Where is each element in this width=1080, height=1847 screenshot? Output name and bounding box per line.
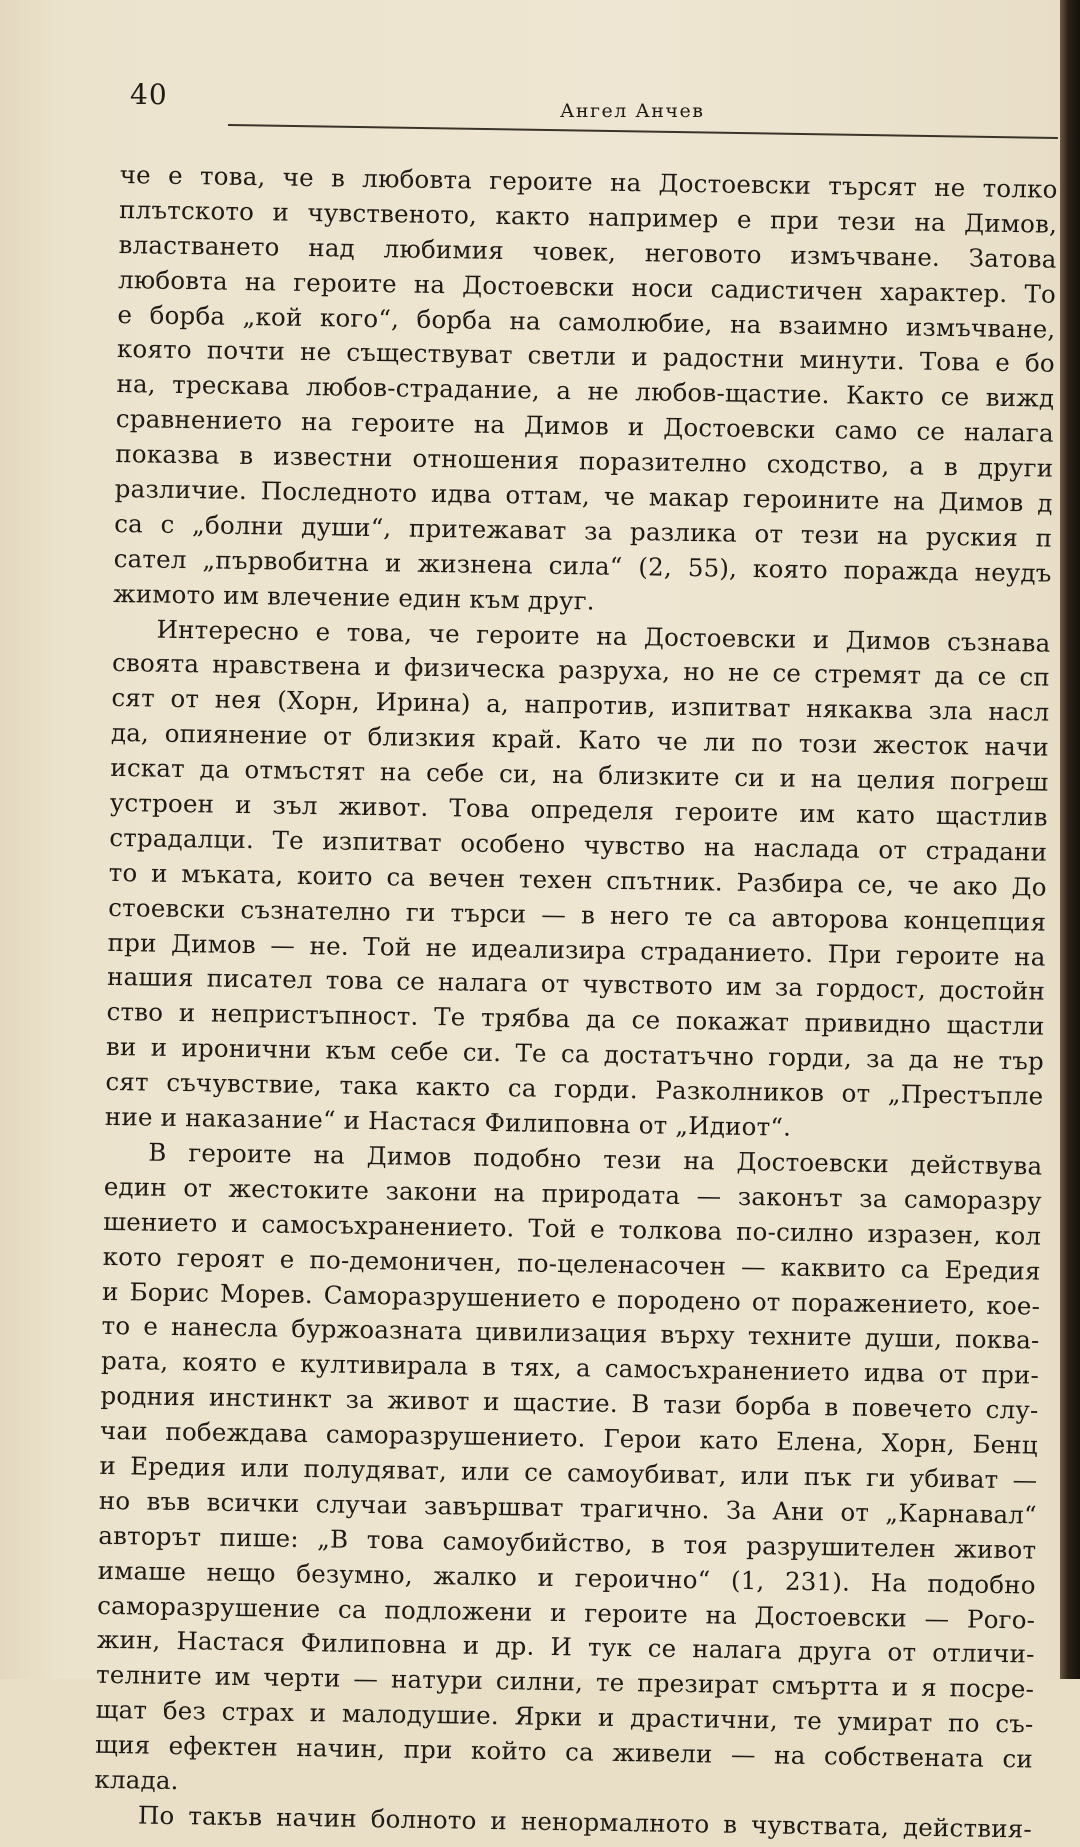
text-line: на, трескава любов-страдание, а не любов-щастие. Както се вижд — [116, 369, 1055, 414]
text-line: Интересно е това, че героите на Достоевски и Димов съзнава — [156, 614, 1051, 658]
text-line: имаше нещо безумно, жалко и героично“ (1, 231). На подобно — [97, 1555, 1036, 1600]
text-line: ние и наказание“ и Настася Филиповна от „Идиот“. — [104, 1101, 792, 1142]
body-text — [94, 158, 1058, 1847]
text-line: любовта на героите на Достоевски носи садистичен характер. То — [117, 264, 1057, 309]
text-line: нашия писател това се налага от чувството им за гордост, достойн — [106, 962, 1046, 1007]
text-line: клада. — [94, 1764, 179, 1796]
text-line: един от жестоките закони на природата — законът за саморазру — [103, 1171, 1042, 1216]
text-line: ви и иронични към себе си. Те са достатъчно горди, за да не тър — [105, 1032, 1045, 1076]
text-line: да, опиянение от близкия край. Като че ли по този жесток начи — [110, 718, 1050, 762]
text-line: че е това, че в любовта героите на Достоевски търсят не толко — [119, 159, 1058, 204]
text-line: която почти не съществуват светли и радостни минути. Това е бо — [116, 334, 1056, 379]
text-line: при Димов — не. Той не идеализира страданието. При героите на — [107, 927, 1046, 972]
text-line: сят съчувствие, така както са горди. Разколников от „Престъпле — [105, 1067, 1044, 1111]
text-line: В героите на Димов подобно тези на Достоевски действува — [148, 1137, 1043, 1181]
page-number: 40 — [130, 78, 168, 111]
text-line: По такъв начин болното и ненормалното в чувствата, действия- — [137, 1800, 1033, 1844]
text-line: сател „първобитна и жизнена сила“ (2, 55), която поражда неудъ — [113, 543, 1052, 588]
text-line: то и мъката, които са вечен техен спътник. Разбира се, че ако До — [108, 857, 1047, 902]
text-line: щия ефектен начин, при който са живели — на собствената си — [94, 1729, 1034, 1774]
running-head: Ангел Анчев — [560, 100, 705, 122]
text-line: искат да отмъстят на себе си, на близките си и на целия погреш — [110, 753, 1049, 797]
text-line: жин, Настася Филиповна и др. И тук се налага друга от отличи- — [96, 1625, 1035, 1669]
page-binding-edge — [1060, 0, 1080, 1679]
text-line: показва в известни отношения поразително сходство, а в други — [115, 439, 1054, 483]
text-line: чаи побеждава саморазрушението. Герои като Елена, Хорн, Бенц — [99, 1415, 1039, 1460]
text-line: кото героят е по-демоничен, по-целенасочен — каквито са Ередия — [102, 1241, 1041, 1286]
text-line: щат без страх и малодушие. Ярки и драстични, те умират по съ- — [95, 1694, 1034, 1739]
text-line: авторът пише: „В това самоубийство, в тоя разрушителен живот — [98, 1520, 1037, 1565]
text-line: но във всички случаи завършват трагично. За Ани от „Карнавал“ — [98, 1485, 1038, 1530]
text-line: ство и непристъпност. Те трябва да се покажат привидно щастли — [106, 997, 1045, 1042]
text-line: са с „болни души“, притежават за разлика от тези на руския п — [114, 508, 1053, 553]
text-line: то е нанесла буржоазната цивилизация върху техните души, поква- — [101, 1311, 1040, 1355]
text-line: и Ередия или полудяват, или се самоубиват, или пък ги убиват — — [99, 1450, 1038, 1495]
text-line: сравнението на героите на Димов и Достоевски само се налага — [115, 404, 1055, 448]
text-line: устроен и зъл живот. Това определя героите им като щастлив — [109, 787, 1048, 832]
text-line: сят от нея (Хорн, Ирина) а, напротив, изпитват някаква зла насл — [111, 683, 1050, 728]
text-line: страдалци. Те изпитват особено чувство на наслада от страдани — [109, 822, 1048, 867]
text-line: родния инстинкт за живот и щастие. В тази борба в повечето слу- — [100, 1381, 1039, 1425]
text-line: саморазрушение са подложени и героите на Достоевски — Рого- — [97, 1590, 1036, 1635]
text-line: плътското и чувственото, както например е при тези на Димов, — [118, 194, 1058, 239]
text-line: стоевски съзнателно ги търси — в него те са авторова концепция — [108, 892, 1047, 937]
text-line: властването над любимия човек, неговото измъчване. Затова — [118, 229, 1057, 274]
text-line: шението и самосъхранението. Той е толкова по-силно изразен, кол — [103, 1206, 1042, 1251]
text-line: своята нравствена и физическа разруха, но не се стремят да се сп — [111, 648, 1051, 693]
text-line: различие. Последното идва оттам, че макар героините на Димов д — [114, 473, 1053, 518]
text-line: телните им черти — натури силни, те презират смъртта и я посре- — [95, 1660, 1035, 1704]
header-rule — [228, 124, 1058, 139]
text-line: жимото им влечение един към друг. — [112, 578, 595, 616]
text-line: и Борис Морев. Саморазрушението е породено от поражението, кое- — [101, 1276, 1041, 1321]
text-line: рата, която е култивирала в тях, а самосъхранението идва от при- — [100, 1346, 1040, 1390]
text-line: е борба „кой кого“, борба на самолюбие, на взаимно измъчване, — [117, 299, 1056, 344]
